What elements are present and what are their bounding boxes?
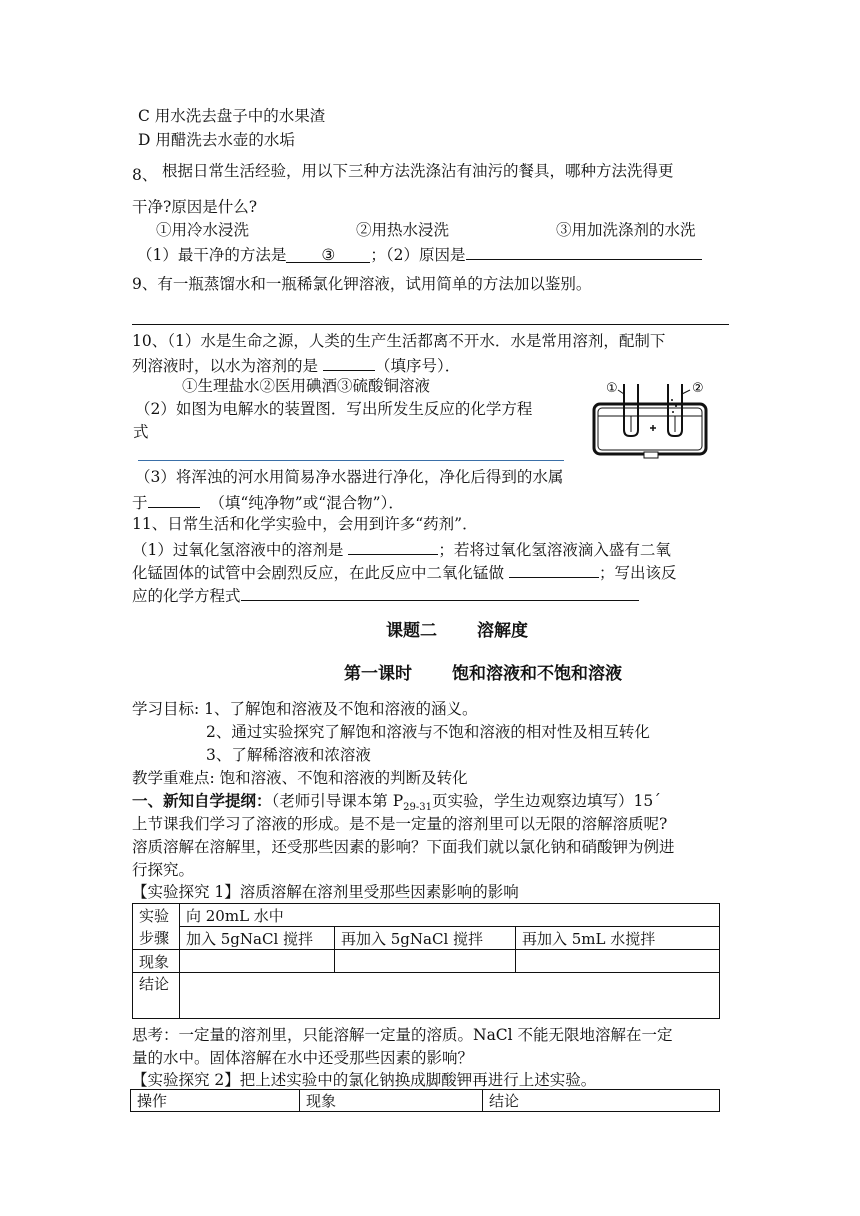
q11-text-d: [132, 583, 639, 606]
objective-2: 2、通过实验探究了解饱和溶液与不饱和溶液的相对性及相互转化: [206, 723, 650, 741]
q8-answer-1-blank[interactable]: ③: [286, 245, 370, 263]
objective-3: 3、了解稀溶液和浓溶液: [206, 746, 371, 764]
table1-phenomenon-label: 现象: [133, 950, 180, 973]
table1-conclusion[interactable]: [180, 973, 720, 1019]
q11-c-suffix: ；写出该反: [598, 564, 677, 582]
figure-label-2: ②: [692, 381, 704, 396]
q11-solvent-blank[interactable]: [348, 537, 438, 555]
q10-g-label: 于: [132, 494, 148, 512]
table1-step-intro: 向 20mL 水中: [180, 904, 720, 927]
figure-label-1: ①: [606, 381, 618, 396]
q10-options: ①生理盐水②医用碘酒③硫酸铜溶液: [182, 377, 431, 395]
table1-step-label-a: 实验: [139, 906, 170, 925]
lesson-number: 第一课时: [344, 664, 412, 684]
topic-number: 课题二: [386, 621, 437, 641]
q10-solvent-blank[interactable]: [323, 353, 375, 371]
table1-phenomenon-1[interactable]: [180, 950, 335, 973]
option-c: C 用水洗去盘子中的水果渣: [138, 107, 326, 125]
q8-option-1: ①用冷水浸洗: [156, 221, 250, 239]
thinking-2: 量的水中。固体溶解在水中还受那些因素的影响？: [132, 1049, 474, 1067]
table2-operation-header: 操作: [131, 1090, 300, 1112]
electrolysis-apparatus-figure: [588, 370, 714, 464]
table1-conclusion-label: 结论: [133, 973, 180, 1019]
table1-phenomenon-2[interactable]: [335, 950, 516, 973]
lesson-heading: [344, 659, 622, 684]
self-study-p3: 行探究。: [132, 861, 195, 879]
table2-conclusion-header: 结论: [483, 1090, 720, 1112]
q11-role-blank[interactable]: [509, 560, 599, 578]
q8-option-3: ③用加洗涤剂的水洗: [556, 221, 696, 239]
table1-step-1: 加入 5gNaCl 搅拌: [180, 927, 335, 950]
self-study-title: 一、新知自学提纲：: [132, 791, 272, 810]
experiment-1-table: [132, 903, 720, 1019]
topic-title: 溶解度: [477, 621, 528, 641]
key-points: 教学重难点: 饱和溶液、不饱和溶液的判断及转化: [132, 769, 468, 787]
self-study-p2: 溶质溶解在溶解里，还受那些因素的影响？下面我们就以氯化钠和硝酸钾为例进: [132, 838, 675, 856]
option-d: D 用醋洗去水壶的水垢: [138, 131, 295, 149]
experiment-2-table: [130, 1089, 720, 1112]
q8-number: 8、: [132, 166, 158, 184]
self-study-desc-b: 页实验，学生边观察边填写）15´: [431, 792, 661, 810]
q8-answer-line: [137, 242, 702, 265]
table1-step-2: 再加入 5gNaCl 搅拌: [335, 927, 516, 950]
q9-text: 9、有一瓶蒸馏水和一瓶稀氯化钾溶液，试用简单的方法加以鉴别。: [132, 275, 592, 293]
experiment-2-title: 【实验探究 2】把上述实验中的氯化钠换成脚酸钾再进行上述实验。: [132, 1071, 597, 1089]
q11-text-a: 11、日常生活和化学实验中，会用到许多“药剂”．: [132, 515, 478, 533]
lesson-title: 饱和溶液和不饱和溶液: [452, 664, 622, 684]
q10-text-d: （2）如图为电解水的装置图．写出所发生反应的化学方程: [135, 400, 533, 418]
q11-text-b: [132, 537, 671, 560]
table2-phenomenon-header: 现象: [300, 1090, 483, 1112]
table1-step-3: 再加入 5mL 水搅拌: [516, 927, 720, 950]
q10-water-type-blank[interactable]: [148, 490, 200, 508]
q10-text-f: （3）将浑浊的河水用简易净水器进行净化，净化后得到的水属: [135, 468, 564, 486]
q11-text-c: [132, 560, 676, 583]
self-study-desc-a: （老师引导课本第 P: [271, 792, 404, 810]
q10-text-g: [132, 490, 404, 513]
q10-text-a: 10、（1）水是生命之源，人类的生产生活都离不开水．水是常用溶剂，配制下: [132, 332, 666, 350]
objective-1: 学习目标: 1、了解饱和溶液及不饱和溶液的涵义。: [132, 700, 478, 718]
q10-text-e: 式: [133, 423, 149, 441]
q11-equation-blank[interactable]: [241, 583, 639, 601]
q8-answer-2-label: ；（2）原因是: [370, 246, 466, 264]
q10-b-suffix: （填序号）．: [374, 357, 461, 375]
q8-answer-1-label: （1）最干净的方法是: [137, 246, 287, 264]
table1-step-header: [133, 904, 180, 950]
q8-text: 根据日常生活经验，用以下三种方法洗涤沾有油污的餐具，哪种方法洗得更: [162, 162, 674, 180]
q11-b-suffix: ；若将过氧化氢溶液滴入盛有二氧: [438, 541, 671, 559]
q11-b-label: （1）过氧化氢溶液中的溶剂是: [132, 541, 344, 559]
q10-g-suffix: （填“纯净物”或“混合物”）．: [209, 494, 404, 512]
q8-option-2: ②用热水浸洗: [356, 221, 450, 239]
q10-text-b: [132, 353, 460, 376]
self-study-pages: 29-31: [403, 802, 432, 814]
q10-equation-line[interactable]: [138, 460, 564, 461]
thinking-1: 思考：一定量的溶剂里，只能溶解一定量的溶质。NaCl 不能无限地溶解在一定: [132, 1026, 673, 1044]
q9-answer-line[interactable]: [132, 324, 729, 325]
topic-heading: [386, 616, 528, 641]
q11-c-label: 化锰固体的试管中会剧烈反应，在此反应中二氧化锰做: [132, 564, 505, 582]
self-study-p1: 上节课我们学习了溶液的形成。是不是一定量的溶剂里可以无限的溶解溶质呢?: [132, 815, 668, 833]
q11-d-label: 应的化学方程式: [132, 587, 241, 605]
q8-answer-2-blank[interactable]: [466, 242, 702, 260]
table1-phenomenon-3[interactable]: [516, 950, 720, 973]
experiment-1-title: 【实验探究 1】溶质溶解在溶剂里受那些因素影响的影响: [132, 883, 519, 901]
q8-text-2: 干净?原因是什么?: [132, 198, 258, 216]
q10-b-label: 列溶液时，以水为溶剂的是: [132, 357, 319, 375]
table1-step-label-b: 步骤: [139, 928, 170, 947]
